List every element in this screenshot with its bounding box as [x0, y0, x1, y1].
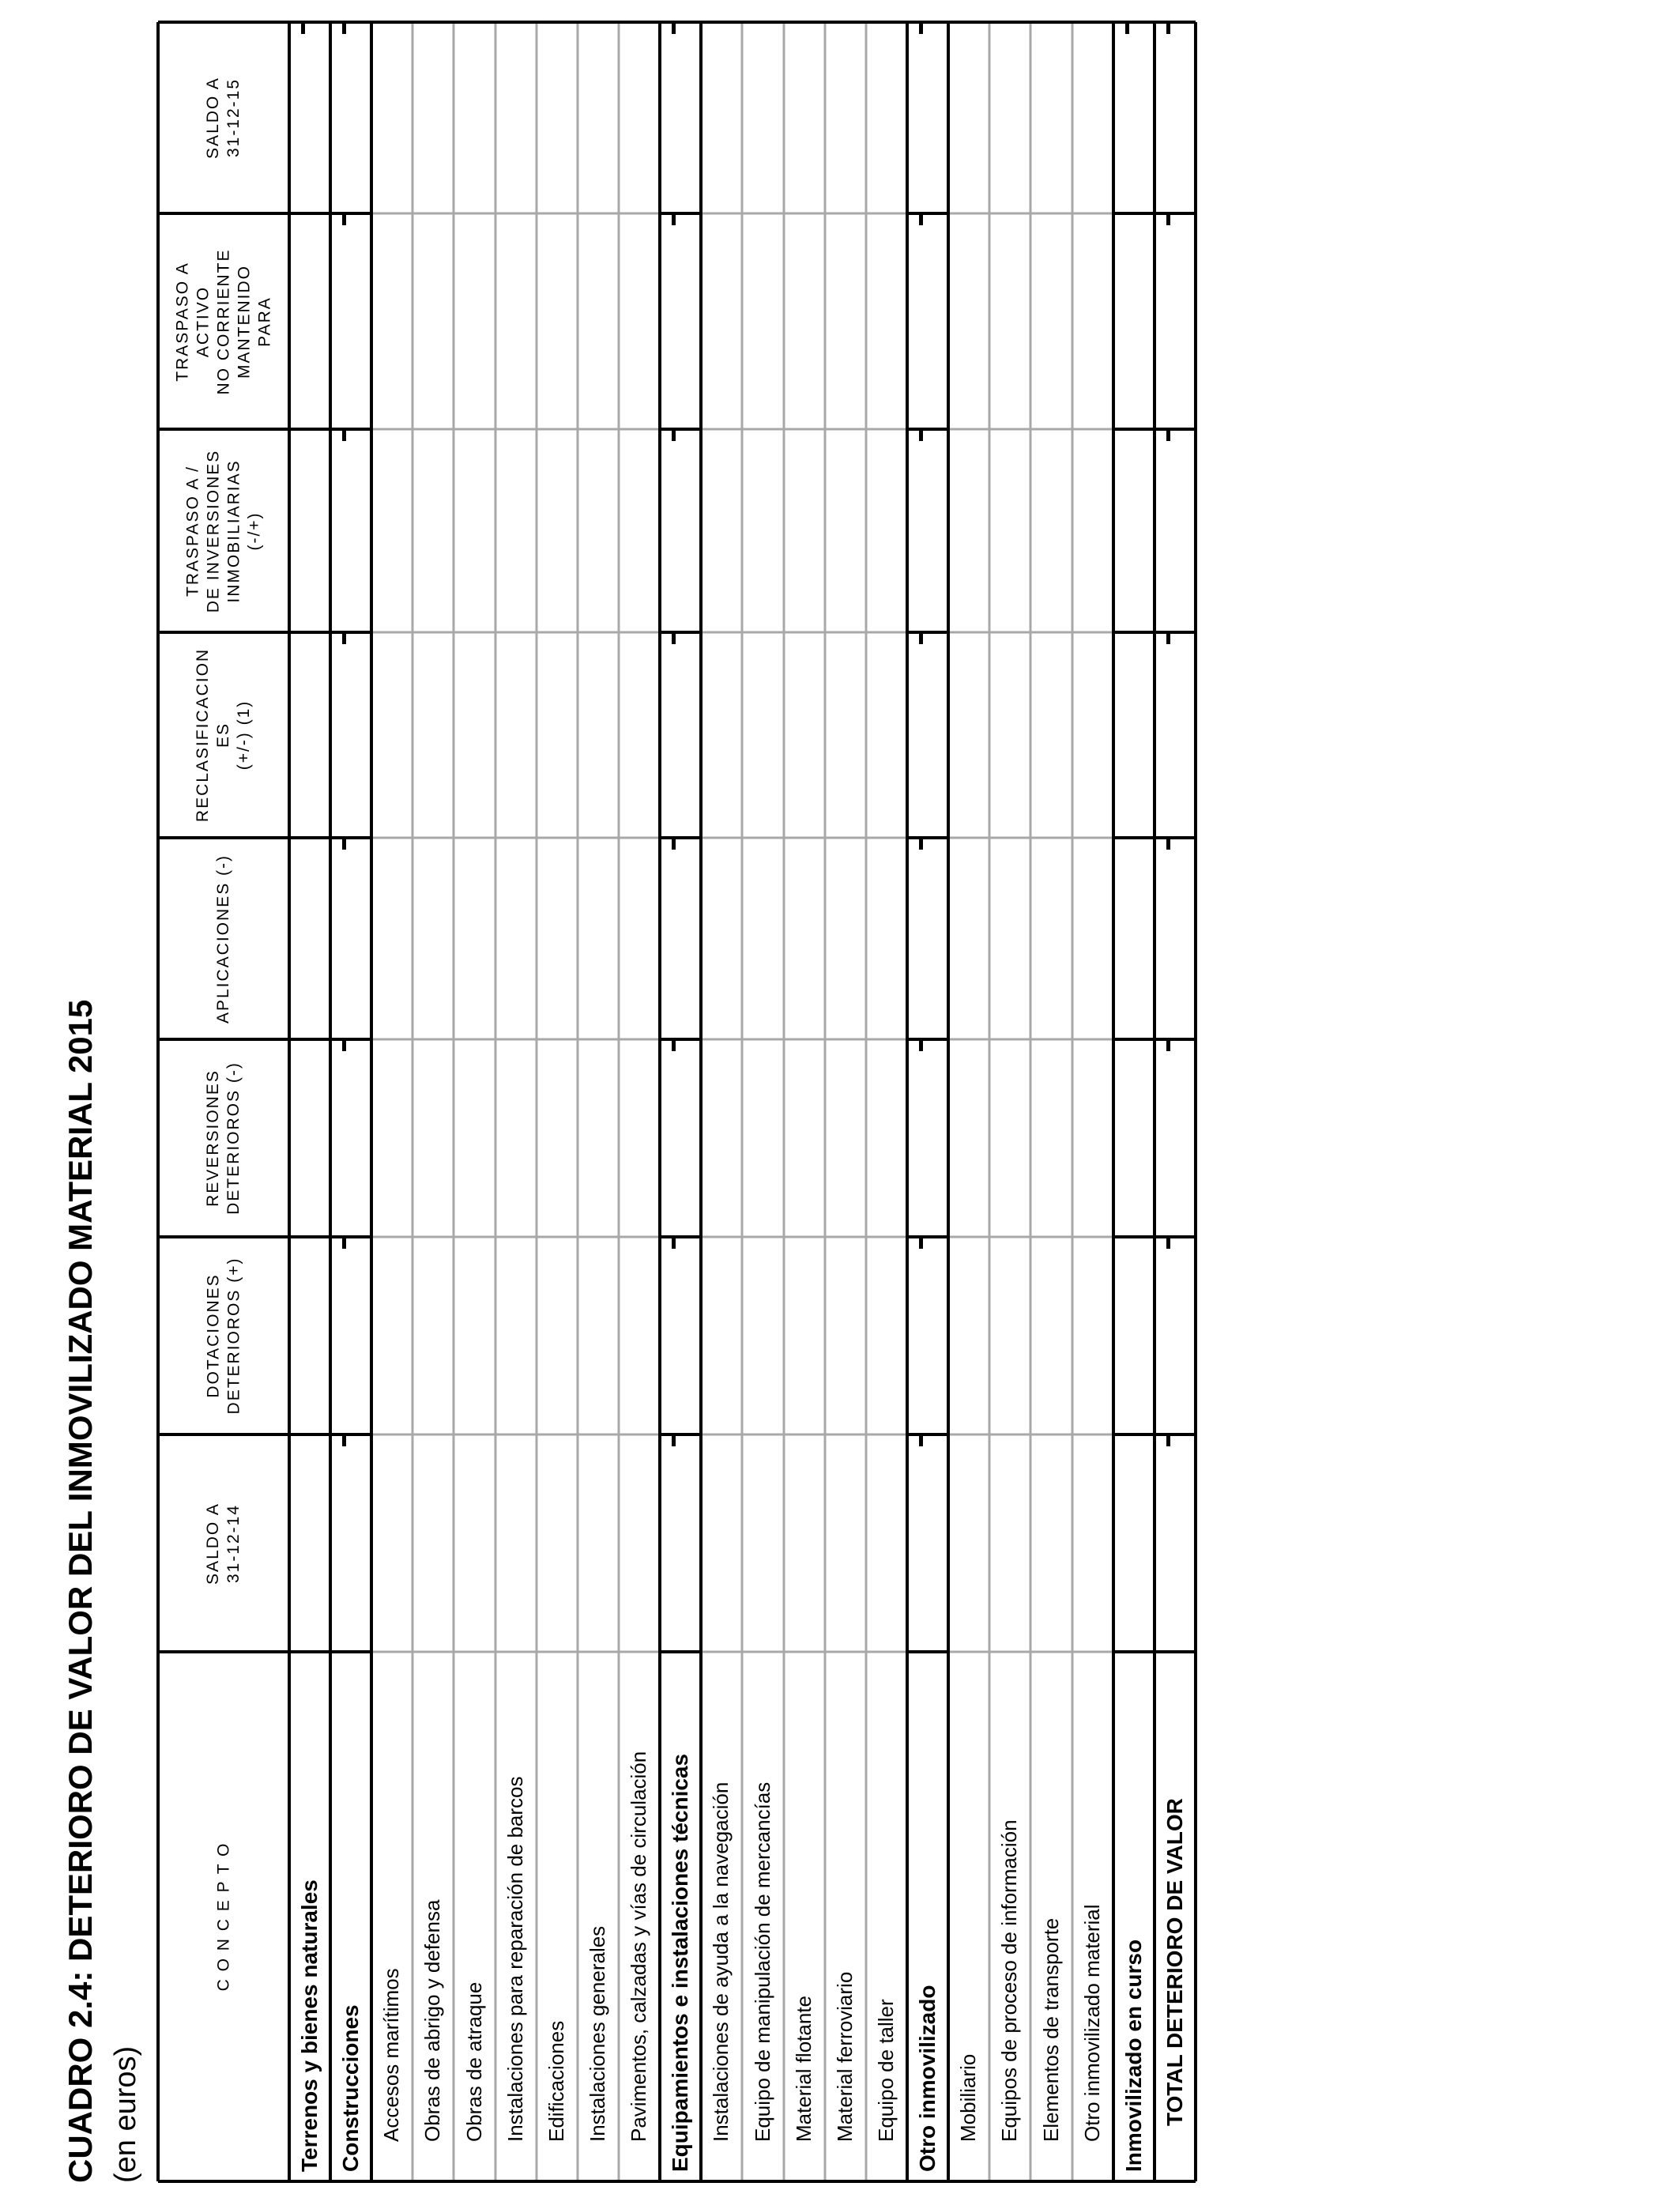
column-header-label: TRASPASO A ACTIVO NO CORRIENTE MANTENIDO PARA	[173, 247, 274, 395]
table-row-label	[1155, 1652, 1196, 2181]
table-row-label	[412, 1652, 454, 2181]
table-row-label	[701, 1652, 742, 2181]
table-row-label	[495, 1652, 537, 2181]
dash-mark	[342, 23, 346, 34]
row-label-text: Accesos marítimos	[379, 1968, 403, 2142]
table-row-label	[330, 1652, 371, 2181]
column-header-saldo_15	[158, 22, 289, 213]
row-label-text: Material flotante	[792, 1996, 816, 2142]
row-label-text: Equipos de proceso de información	[997, 1819, 1021, 2142]
row-label-text: Obras de abrigo y defensa	[420, 1899, 444, 2142]
dash-mark	[1125, 23, 1129, 34]
row-label-text: Terrenos y bienes naturales	[297, 1879, 322, 2172]
row-label-text: Edificaciones	[544, 2020, 568, 2142]
table-row-label	[825, 1652, 866, 2181]
row-label-text: Equipamientos e instalaciones técnicas	[668, 1753, 692, 2172]
dash-mark	[1166, 839, 1170, 850]
table-row-label	[619, 1652, 660, 2181]
column-header-traspaso_inv	[158, 429, 289, 632]
table-row-label	[537, 1652, 578, 2181]
column-header-label: REVERSIONES DETERIOROS (-)	[204, 1061, 243, 1215]
dash-mark	[1166, 1435, 1170, 1446]
dash-mark	[342, 214, 346, 225]
row-label-text: TOTAL DETERIORO DE VALOR	[1162, 1798, 1187, 2126]
dash-mark	[342, 633, 346, 644]
dash-mark	[672, 1435, 676, 1446]
row-label-text: Equipo de taller	[874, 1999, 898, 2142]
column-header-aplicaciones	[158, 838, 289, 1039]
row-label-text: Instalaciones para reparación de barcos	[503, 1776, 527, 2142]
dash-mark	[919, 633, 923, 644]
dash-mark	[919, 214, 923, 225]
table-row-label	[660, 1652, 701, 2181]
row-label-text: Pavimentos, calzadas y vías de circulación	[627, 1751, 650, 2142]
table-row-label	[578, 1652, 619, 2181]
row-label-text: Mobiliario	[956, 2053, 980, 2142]
dash-mark	[342, 1040, 346, 1051]
column-header-label: SALDO A 31-12-14	[203, 1502, 243, 1585]
document-title: CUADRO 2.4: DETERIORO DE VALOR DEL INMOVILIZADO MATERIAL 2015	[62, 999, 99, 2183]
dash-mark	[919, 23, 923, 34]
dash-mark	[1166, 23, 1170, 34]
table-row-label	[454, 1652, 495, 2181]
column-header-concepto	[158, 1652, 289, 2181]
column-header-label: C O N C E P T O	[214, 1842, 232, 1992]
column-header-reclasificaciones	[158, 632, 289, 838]
row-label-text: Instalaciones generales	[586, 1925, 609, 2142]
table-row-label	[948, 1652, 989, 2181]
document-subtitle: (en euros)	[109, 2045, 142, 2183]
row-label-text: Equipo de manipulación de mercancías	[750, 1781, 774, 2142]
row-label-text: Construcciones	[338, 2004, 363, 2172]
table-row-label	[289, 1652, 330, 2181]
dash-mark	[672, 839, 676, 850]
row-label-text: Inmovilizado en curso	[1121, 1939, 1146, 2172]
dash-mark	[1166, 1040, 1170, 1051]
column-header-label: RECLASIFICACION ES (+/-) (1)	[194, 647, 254, 823]
table-row-label	[742, 1652, 784, 2181]
dash-mark	[919, 1238, 923, 1249]
dash-mark	[342, 1435, 346, 1446]
dash-mark	[1166, 430, 1170, 441]
column-header-dotaciones	[158, 1237, 289, 1434]
row-label-text: Otro inmovilizado	[915, 1985, 940, 2172]
dash-mark	[919, 1435, 923, 1446]
dash-mark	[672, 430, 676, 441]
row-label-text: Obras de atraque	[461, 1981, 486, 2142]
dash-mark	[301, 23, 305, 34]
column-header-traspaso_activo	[158, 213, 289, 429]
table-row-label	[1072, 1652, 1113, 2181]
row-label-text: Elementos de transporte	[1038, 1917, 1063, 2142]
column-header-label: TRASPASO A / DE INVERSIONES INMOBILIARIAS (-/+)	[183, 449, 264, 613]
dash-mark	[1166, 633, 1170, 644]
dash-mark	[1166, 214, 1170, 225]
row-label-text: Instalaciones de ayuda a la navegación	[709, 1781, 733, 2142]
dash-mark	[919, 430, 923, 441]
table-row-label	[784, 1652, 825, 2181]
column-header-saldo_14	[158, 1434, 289, 1652]
row-label-text: Material ferroviario	[833, 1971, 857, 2142]
table-row-label	[989, 1652, 1030, 2181]
dash-mark	[342, 1238, 346, 1249]
dash-mark	[672, 23, 676, 34]
table-row-label	[866, 1652, 907, 2181]
table-row-label	[1030, 1652, 1072, 2181]
row-label-text: Otro inmovilizado material	[1080, 1904, 1104, 2142]
dash-mark	[342, 430, 346, 441]
dash-mark	[919, 839, 923, 850]
column-header-reversiones	[158, 1039, 289, 1237]
dash-mark	[919, 1040, 923, 1051]
dash-mark	[672, 1238, 676, 1249]
table-row-label	[1113, 1652, 1155, 2181]
column-header-label: SALDO A 31-12-15	[203, 77, 243, 159]
dash-mark	[672, 214, 676, 225]
column-header-label: DOTACIONES DETERIOROS (+)	[204, 1257, 243, 1415]
dash-mark	[1166, 1238, 1170, 1249]
table-row-label	[907, 1652, 948, 2181]
dash-mark	[672, 633, 676, 644]
dash-mark	[342, 839, 346, 850]
dash-mark	[672, 1040, 676, 1051]
table-row-label	[371, 1652, 412, 2181]
column-header-label: APLICACIONES (-)	[214, 854, 232, 1023]
